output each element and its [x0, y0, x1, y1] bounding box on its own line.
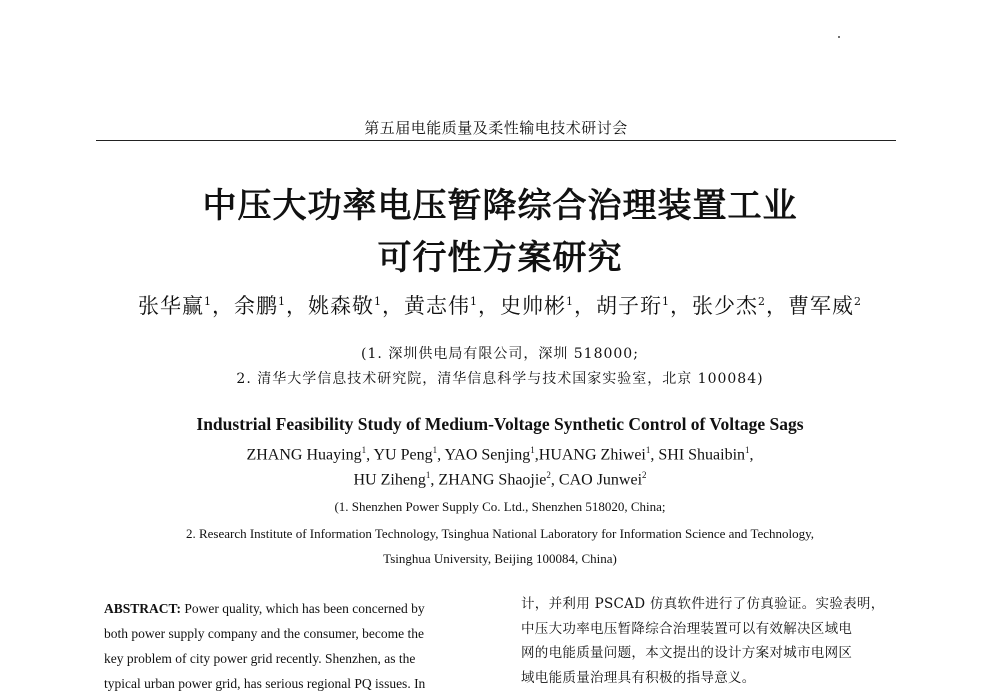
cn-author-separator: ，	[574, 294, 596, 318]
cn-author-name: 胡子珩	[596, 294, 662, 318]
cn-author-affiliation-mark: 1	[374, 295, 382, 308]
cn-author-affiliation-mark: 1	[566, 295, 574, 308]
en-author-affiliation-mark: 1	[530, 445, 535, 455]
cn-author-affiliation-mark: 1	[662, 295, 670, 308]
en-affiliation-3: Tsinghua University, Beijing 100084, China)	[383, 551, 617, 566]
en-author-name: SHI Shuaibin	[658, 446, 746, 464]
en-author-name: ZHANG Huaying	[246, 446, 362, 464]
en-affiliation-2: 2. Research Institute of Information Technology, Tsinghua National Laboratory for Information Science and Technology,	[185, 526, 815, 541]
abstract-label: ABSTRACT:	[104, 601, 182, 616]
cn-author-separator: ，	[766, 294, 788, 318]
en-author-name: CAO Junwei	[558, 471, 643, 489]
conference-header: 第五届电能质量及柔性输电技术研讨会	[364, 119, 628, 137]
en-title: Industrial Feasibility Study of Medium-Voltage Synthetic Control of Voltage Sags	[196, 414, 804, 434]
en-author-affiliation-mark: 2	[546, 470, 551, 480]
header-rule	[96, 140, 896, 141]
en-author-affiliation-mark: 1	[425, 470, 431, 480]
cn-title-line1: 中压大功率电压暂降综合治理装置工业	[202, 186, 798, 226]
cn-author-affiliation-mark: 1	[278, 295, 286, 308]
cn-author-affiliation-mark: 1	[470, 295, 478, 308]
cn-abstract-line: 中压大功率电压暂降综合治理装置可以有效解决区域电	[521, 620, 853, 637]
abstract-column	[104, 596, 478, 696]
en-authors-line2	[100, 470, 900, 489]
cn-title-line2: 可行性方案研究	[377, 238, 623, 278]
abstract-line	[104, 596, 478, 621]
cn-abstract-line: 网的电能质量问题，本文提出的设计方案对城市电网区	[521, 645, 853, 661]
en-authors-line1	[100, 445, 900, 464]
en-author-name: YU Peng	[373, 446, 433, 464]
en-author-name: HU Ziheng	[353, 471, 426, 489]
cn-author-name: 余鹏	[234, 294, 278, 318]
en-author-separator: ,	[749, 446, 754, 464]
cn-author-separator: ，	[382, 294, 404, 318]
cn-affiliation-1: (1. 深圳供电局有限公司，深圳 518000;	[361, 346, 639, 362]
en-author-separator: ,	[366, 446, 374, 464]
en-author-affiliation-mark: 1	[361, 445, 367, 455]
en-author-name: ZHANG Shaojie	[438, 471, 547, 489]
cn-author-name: 黄志伟	[404, 294, 470, 318]
en-author-affiliation-mark: 1	[745, 445, 750, 455]
cn-author-name: 史帅彬	[500, 294, 566, 318]
cn-author-separator: ，	[670, 294, 692, 318]
cn-title	[100, 180, 900, 284]
cn-author-affiliation-mark: 2	[854, 295, 862, 308]
cn-abstract-column	[521, 592, 897, 690]
en-author-separator: ,	[430, 471, 439, 489]
en-author-affiliation-mark: 2	[642, 470, 647, 480]
en-author-name: HUANG Zhiwei	[538, 446, 646, 464]
cn-abstract-line: 域电能质量治理具有积极的指导意义。	[521, 669, 756, 686]
abstract-line: key problem of city power grid recently. Shenzhen, as the	[104, 651, 416, 666]
en-author-affiliation-mark: 1	[645, 445, 651, 455]
en-author-separator: ,	[550, 471, 559, 489]
cn-affiliation-2: 2. 清华大学信息技术研究院，清华信息科学与技术国家实验室，北京 100084)	[236, 371, 764, 387]
cn-author-separator: ，	[478, 294, 500, 318]
cn-author-name: 姚森敬	[308, 294, 374, 318]
en-author-separator: ,	[437, 446, 445, 464]
cn-author-affiliation-mark: 2	[758, 295, 766, 308]
cn-authors	[60, 290, 940, 320]
cn-author-separator: ，	[212, 294, 234, 318]
en-author-separator: ,	[534, 446, 539, 464]
cn-author-name: 张少杰	[692, 294, 758, 318]
cn-author-name: 曹军威	[788, 294, 854, 318]
cn-author-separator: ，	[286, 294, 308, 318]
en-author-name: YAO Senjing	[444, 446, 531, 464]
cn-author-name: 张华赢	[138, 294, 204, 318]
en-author-affiliation-mark: 1	[432, 445, 438, 455]
cn-abstract-line: 计，并利用 PSCAD 仿真软件进行了仿真验证。实验表明，	[521, 596, 885, 612]
abstract-text: Power quality, which has been concerned by	[181, 601, 425, 616]
en-author-separator: ,	[650, 446, 659, 464]
scan-speck	[838, 36, 840, 38]
abstract-line: both power supply company and the consumer, become the	[104, 626, 424, 641]
en-affiliation-1: (1. Shenzhen Power Supply Co. Ltd., Shenzhen 518020, China;	[334, 499, 666, 514]
cn-author-affiliation-mark: 1	[204, 295, 212, 308]
abstract-line: typical urban power grid, has serious regional PQ issues. In	[104, 676, 426, 691]
